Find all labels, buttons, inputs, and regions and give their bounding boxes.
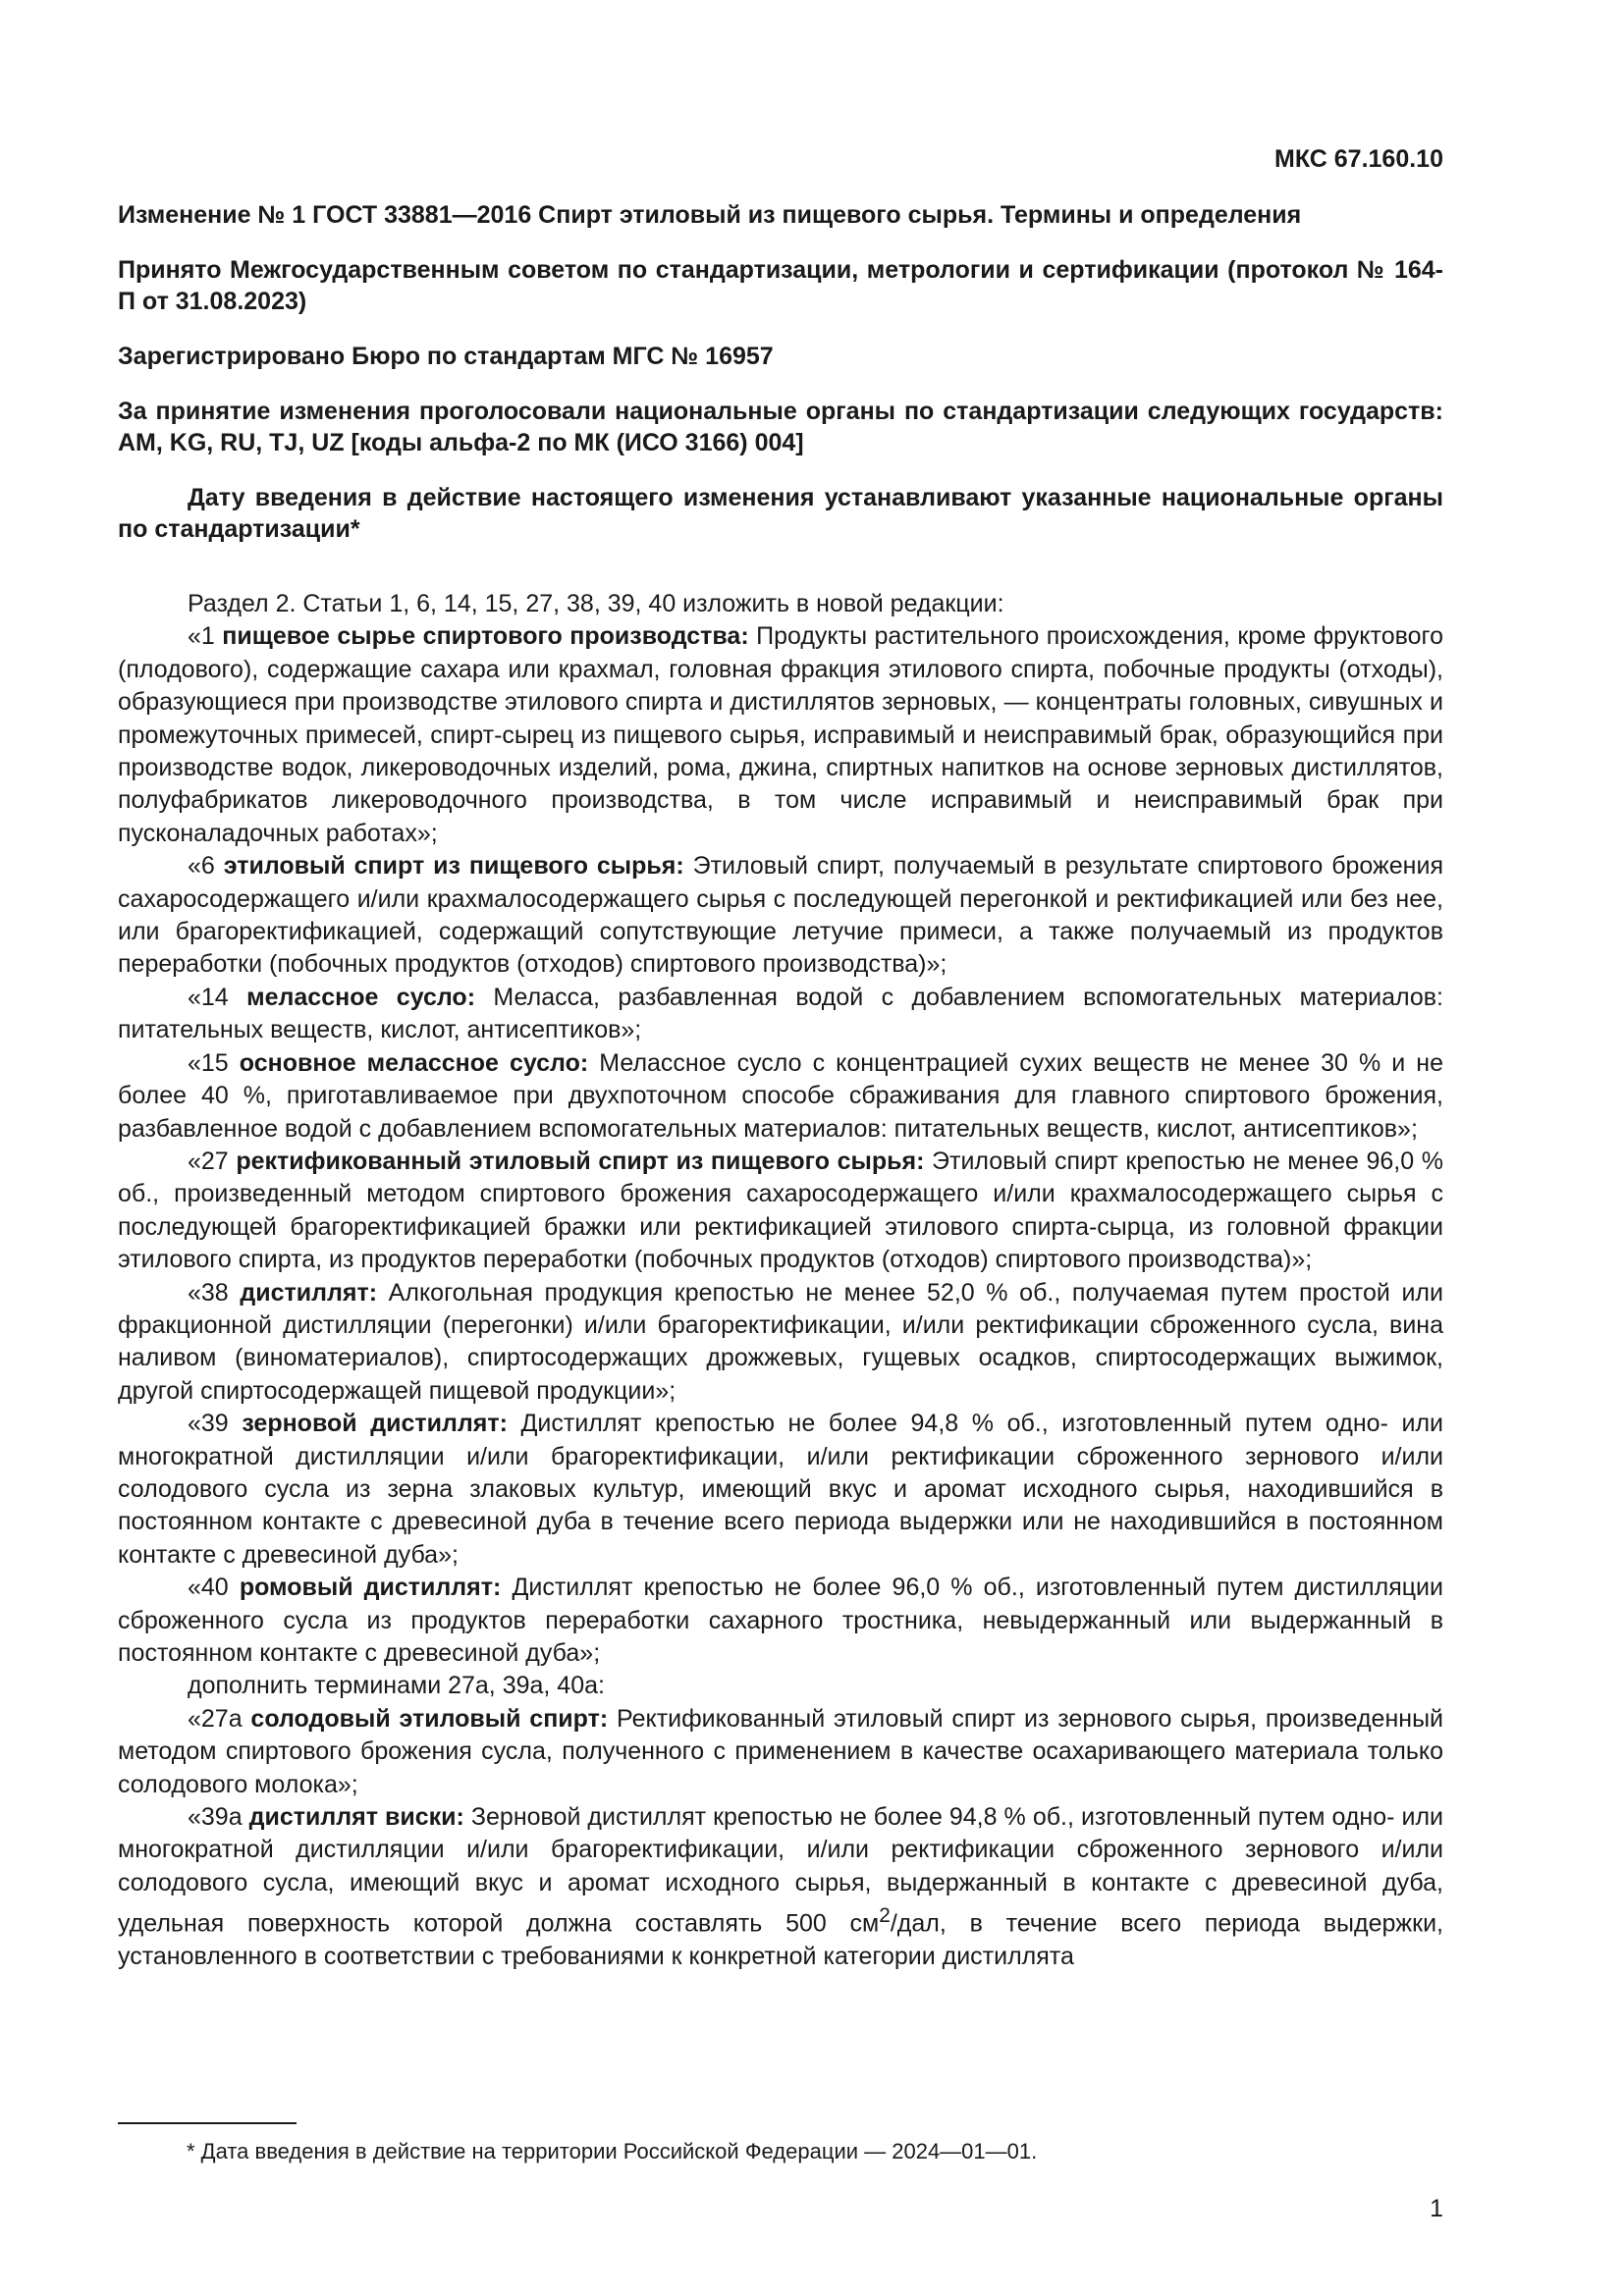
term-27a	[118, 1703, 1443, 1801]
section-intro: Раздел 2. Статьи 1, 6, 14, 15, 27, 38, 39, 40 изложить в новой редакции:	[188, 590, 1004, 617]
term-number: «27а	[188, 1704, 251, 1733]
voting-statement: За принятие изменения проголосовали национальные органы по стандартизации следующих государств: AM, KG, RU, TJ, UZ [коды альфа-2 по МК (ИСО 3166) 004]	[118, 398, 1443, 456]
term-40	[118, 1572, 1443, 1670]
adopted-statement: Принято Межгосударственным советом по стандартизации, метрологии и сертификации (протокол № 164-П от 31.08.2023)	[118, 256, 1443, 315]
term-name: этиловый спирт из пищевого сырья:	[223, 852, 684, 881]
amendment-title: Изменение № 1 ГОСТ 33881—2016 Спирт этиловый из пищевого сырья. Термины и определения	[118, 201, 1302, 229]
term-number: «39	[188, 1410, 243, 1438]
term-definition: Этиловый спирт, получаемый в результате спиртового брожения сахаросодержащего и/или крахмалосодержащего сырья с последующей перегонкой и ректификацией или без нее, или брагоректификацией, содержащий сопутствующие летучие примеси, а также получаемый из продуктов переработки (побочных продуктов (отходов) спиртового производства)»;	[118, 852, 1443, 979]
superscript: 2	[879, 1904, 891, 1928]
registration-statement: Зарегистрировано Бюро по стандартам МГС № 16957	[118, 343, 774, 370]
term-name: ромовый дистиллят:	[239, 1574, 502, 1602]
footnote: * Дата введения в действие на территории Российской Федерации — 2024—01—01.	[187, 2139, 1038, 2163]
term-name: мелассное сусло:	[246, 983, 476, 1011]
term-name: ректификованный этиловый спирт из пищевого сырья:	[236, 1147, 925, 1175]
page-content	[118, 145, 1443, 1973]
term-definition: Меласса, разбавленная водой с добавлением вспомогательных материалов: питательных веществ, кислот, антисептиков»;	[118, 983, 1443, 1044]
term-definition: Дистиллят крепостью не более 96,0 % об., изготовленный путем дистилляции сброженного сусла из продуктов переработки сахарного тростника, невыдержанный или выдержанный в постоянном контакте с древесиной дуба»;	[118, 1574, 1443, 1667]
term-27	[118, 1146, 1443, 1277]
term-definition: Мелассное сусло с концентрацией сухих веществ не менее 30 % и не более 40 %, приготавливаемое при двухпоточном способе сбраживания для главного спиртового брожения, разбавленное водой с добавлением вспомогательных материалов: питательных веществ, кислот, антисептиков»;	[118, 1048, 1443, 1143]
term-number: «14	[188, 983, 247, 1011]
term-definition: Алкогольная продукция крепостью не менее 52,0 % об., получаемая путем простой или фракционной дистилляции (перегонки) и/или брагоректификации, и/или ректификации сброженного сусла, вина наливом (виноматериалов), спиртосодержащих дрожжевых, гущевых осадков, спиртосодержащих выжимок, другой спиртосодержащей пищевой продукции»;	[118, 1278, 1443, 1405]
term-number: «27	[188, 1147, 237, 1175]
term-definition: Продукты растительного происхождения, кроме фруктового (плодового), содержащие сахара или крахмал, головная фракция этилового спирта, побочные продукты (отходы), образующиеся при производстве этилового спирта и дистиллятов зерновых, — концентраты головных, сивушных и промежуточных примесей, спирт-сырец из пищевого сырья, исправимый и неисправимый брак, образующийся при производстве водок, ликероводочных изделий, рома, джина, спиртных напитков на основе зерновых дистиллятов, полуфабрикатов ликероводочного производства, в том числе исправимый и неисправимый брак при пусконаладочных работах»;	[118, 622, 1443, 847]
term-name: пищевое сырье спиртового производства:	[222, 622, 749, 651]
term-number: «15	[188, 1048, 240, 1077]
term-number: «38	[188, 1278, 241, 1307]
term-name: зерновой дистиллят:	[242, 1410, 508, 1438]
term-14	[118, 982, 1443, 1047]
term-name: основное мелассное сусло:	[239, 1048, 589, 1077]
term-6	[118, 850, 1443, 982]
term-15	[118, 1047, 1443, 1146]
effective-date-statement: Дату введения в действие настоящего изменения устанавливают указанные национальные органы по стандартизации*	[118, 484, 1443, 543]
amendment-body	[118, 588, 1443, 1973]
term-name: солодовый этиловый спирт:	[250, 1704, 609, 1733]
term-name: дистиллят:	[240, 1278, 378, 1307]
term-name: дистиллят виски:	[248, 1803, 464, 1832]
add-terms-instruction: дополнить терминами 27а, 39а, 40а:	[188, 1672, 605, 1700]
term-definition: Дистиллят крепостью не более 94,8 % об., изготовленный путем одно- или многократной дистилляции и/или брагоректификации, и/или ректификации сброженного зернового и/или солодового сусла из зерна злаковых культур, имеющий вкус и аромат исходного сырья, находившийся в постоянном контакте с древесиной дуба в течение всего периода выдержки или не находившийся в постоянном контакте с древесиной дуба»;	[118, 1410, 1443, 1569]
term-38	[118, 1277, 1443, 1409]
page-number: 1	[1430, 2195, 1443, 2222]
mks-code: МКС 67.160.10	[1274, 145, 1443, 173]
term-definition: Зерновой дистиллят крепостью не более 94,8 % об., изготовленный путем одно- или многократной дистилляции и/или брагоректификации, и/или ректификации сброженного зернового и/или солодового сусла, имеющий вкус и аромат исходного сырья, выдержанный в контакте с древесиной дуба, удельная поверхность которой должна составлять 500 см	[118, 1803, 1444, 1938]
term-definition: Ректификованный этиловый спирт из зернового сырья, произведенный методом спиртового брожения сусла, полученного с применением в качестве осахаривающего материала только солодового молока»;	[118, 1704, 1443, 1798]
term-definition-continued: /дал, в течение всего периода выдержки, установленного в соответствии с требованиями к конкретной категории дистиллята	[118, 1909, 1443, 1970]
term-number: «1	[188, 622, 223, 651]
term-number: «6	[188, 852, 224, 881]
term-1	[118, 620, 1443, 850]
footnote-divider	[118, 2122, 297, 2124]
term-number: «39а	[188, 1803, 249, 1832]
term-39	[118, 1408, 1443, 1572]
term-39a	[118, 1801, 1443, 1973]
term-definition: Этиловый спирт крепостью не менее 96,0 % об., произведенный методом спиртового брожения сахаросодержащего и/или крахмалосодержащего сырья с последующей брагоректификацией бражки или ректификацией этилового спирта-сырца, из головной фракции этилового спирта, из продуктов переработки (побочных продуктов (отходов) спиртового производства)»;	[118, 1147, 1443, 1274]
term-number: «40	[188, 1574, 240, 1602]
